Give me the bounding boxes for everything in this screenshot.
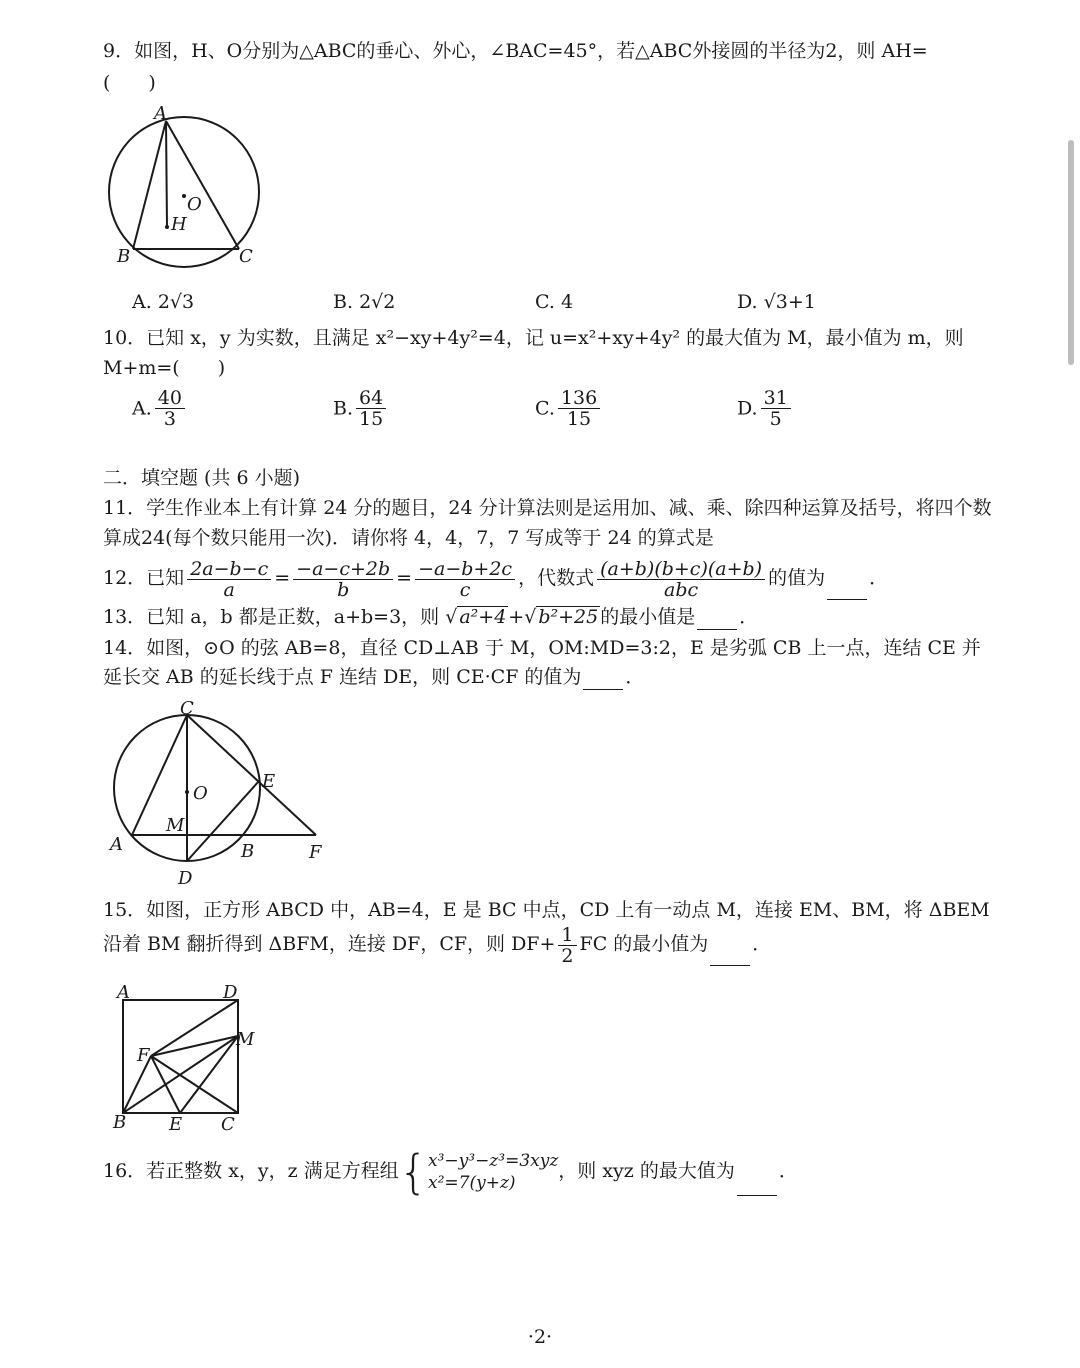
q9-label-o: O [187, 194, 202, 215]
q15-end: ． [752, 933, 772, 955]
q9-label-b: B [117, 246, 131, 267]
q9-option-a-letter: A. [132, 291, 152, 313]
q9-option-a [132, 291, 194, 313]
q12-f1-den: a [223, 578, 235, 601]
q15-label-m: M [236, 1029, 255, 1050]
q14-label-f: F [309, 842, 322, 863]
q12-f1-num: 2a−b−c [187, 559, 271, 580]
q10-option-d [737, 388, 794, 429]
q9-option-b-letter: B. [333, 291, 354, 313]
q9-side-ab [133, 121, 166, 249]
q10-option-a-letter: A. [132, 397, 152, 420]
q15-frac-den: 2 [561, 944, 574, 967]
q16-eq2: x²=7(y+z) [428, 1173, 516, 1193]
q15-frac-num: 1 [558, 925, 576, 946]
q10-text-line1: 10．已知 x，y 为实数，且满足 x²−xy+4y²=4，记 u=x²+xy+4y² 的最大值为 M，最小值为 m，则 [103, 327, 964, 349]
q11-text-line1: 11．学生作业本上有计算 24 分的题目，24 分计算法则是运用加、减、乘、除四种运算及括号，将四个数 [103, 497, 992, 519]
q12-f4-num: (a+b)(b+c)(a+b) [597, 559, 765, 580]
q9-option-d-value: √3+1 [763, 291, 816, 313]
q12-eq2: = [396, 567, 413, 589]
q13-answer-blank [697, 611, 737, 630]
q9-text-line1: 9．如图，H、O分别为△ABC的垂心、外心，∠BAC=45°，若△ABC外接圆的半径为2，则 AH= [103, 40, 928, 62]
q9-option-b-value: 2√2 [359, 291, 396, 313]
q13-sqrt2: b²+25 [538, 606, 599, 628]
q15-line2 [103, 922, 771, 966]
q15-label-c: C [221, 1114, 235, 1135]
q10-option-b-num: 64 [356, 388, 386, 409]
q12-f4-den: abc [664, 578, 699, 601]
q10-option-d-den: 5 [769, 408, 782, 430]
q10-option-d-num: 31 [761, 388, 791, 409]
q14-label-d: D [178, 868, 193, 889]
q14-text-line2: 延长交 AB 的延长线于点 F 连结 DE，则 CE·CF 的值为 [103, 666, 582, 688]
q16-answer-blank [737, 1177, 777, 1196]
q13-line: 13．已知 a，b 都是正数，a+b=3，则 √ a²+4 +√ b²+25 的最小值是 ． [103, 606, 759, 628]
q14-segment-cf [187, 715, 316, 835]
q16-eq1: x³−y³−z³=3xyz [428, 1151, 559, 1171]
q9-option-c-value: 4 [560, 291, 574, 313]
q13-end: ． [739, 606, 759, 628]
q12-f2-num: −a−c+2b [293, 559, 393, 580]
q10-option-b-letter: B. [333, 397, 354, 420]
q13-suffix: 的最小值是 [600, 606, 696, 628]
q10-option-c-den: 15 [566, 408, 592, 430]
q15-label-f: F [137, 1045, 150, 1066]
q12-mid: ，代数式 [518, 567, 595, 589]
q15-text-line2-prefix: 沿着 BM 翻折得到 ΔBFM，连接 DF，CF，则 DF+ [103, 933, 556, 955]
q13-plus: + [508, 606, 525, 628]
q13-prefix: 13．已知 a，b 都是正数，a+b=3，则 [103, 606, 440, 628]
q10-option-b [333, 388, 389, 429]
q10-option-c [535, 388, 603, 429]
q14-line2 [103, 664, 644, 690]
q9-option-d-letter: D. [737, 291, 758, 313]
q9-text-line2: ( ) [103, 72, 156, 94]
q10-option-a-num: 40 [155, 388, 185, 409]
q9-figure [100, 100, 280, 275]
q16-suffix: ，则 xyz 的最大值为 [558, 1160, 735, 1182]
q9-label-c: C [239, 246, 253, 267]
q16-brace: { [398, 1145, 428, 1199]
q14-answer-blank [583, 671, 623, 690]
section2-title: 二．填空题 (共 6 小题) [103, 467, 301, 489]
q12-f3-den: c [459, 578, 471, 601]
q14-label-c: C [180, 698, 194, 719]
q15-label-a: A [117, 982, 130, 1003]
q15-segment-fd [151, 1000, 238, 1056]
page-number: ·2· [527, 1326, 553, 1348]
q12-f2-den: b [337, 578, 350, 601]
q9-option-d [737, 291, 816, 313]
q16-prefix: 16．若正整数 x，y，z 满足方程组 [103, 1160, 399, 1182]
q10-option-d-letter: D. [737, 397, 758, 420]
q10-option-a [132, 388, 188, 429]
q9-option-c-letter: C. [535, 291, 555, 313]
q12-f3-num: −a−b+2c [415, 559, 515, 580]
q15-text-line1: 15．如图，正方形 ABCD 中，AB=4，E 是 BC 中点，CD 上有一动点 M，连接 EM、BM，将 ΔBEM [103, 899, 990, 921]
q14-label-b: B [241, 841, 255, 862]
q15-label-d: D [223, 982, 238, 1003]
q12-prefix: 12．已知 [103, 567, 185, 589]
q10-option-a-den: 3 [163, 408, 176, 430]
q15-label-b: B [113, 1112, 127, 1133]
q15-label-e: E [169, 1114, 183, 1135]
q15-answer-blank [710, 947, 750, 966]
q12-line [103, 556, 888, 600]
q9-option-a-value: 2√3 [157, 291, 195, 313]
q9-segment-ah [166, 121, 167, 227]
q14-text-line1: 14．如图，⊙O 的弦 AB=8，直径 CD⊥AB 于 M，OM:MD=3:2，E 是劣弧 CB 上一点，连结 CE 并 [103, 637, 981, 659]
q11-text-line2: 算成24(每个数只能用一次)．请你将 4，4，7，7 写成等于 24 的算式是 [103, 527, 714, 549]
q9-point-h [165, 225, 169, 229]
q14-end: ． [625, 666, 645, 688]
scrollbar[interactable] [1068, 140, 1074, 365]
q9-label-a: A [154, 103, 167, 124]
q14-label-o: O [193, 783, 208, 804]
q14-figure [100, 695, 340, 890]
q14-point-o [185, 790, 189, 794]
q10-text-line2: M+m=( ) [103, 357, 226, 379]
q16-end: ． [778, 1160, 798, 1182]
q9-label-h: H [171, 214, 187, 235]
q10-option-c-num: 136 [558, 388, 600, 409]
q9-option-b [333, 291, 395, 313]
q9-point-o [182, 194, 186, 198]
q14-label-a: A [110, 834, 123, 855]
q10-option-c-letter: C. [535, 397, 555, 420]
q10-option-b-den: 15 [359, 408, 384, 430]
q15-text-line2-suffix: FC 的最小值为 [579, 933, 709, 955]
q12-suffix: 的值为 [768, 567, 826, 589]
q12-answer-blank [827, 581, 867, 600]
q9-option-c [535, 291, 573, 313]
q14-label-m: M [166, 815, 185, 836]
q15-figure [105, 978, 275, 1138]
q12-eq1: = [274, 567, 291, 589]
q16-line [103, 1145, 798, 1199]
q12-end: ． [869, 567, 889, 589]
q13-sqrt1: a²+4 [459, 606, 507, 628]
q14-label-e: E [262, 771, 276, 792]
